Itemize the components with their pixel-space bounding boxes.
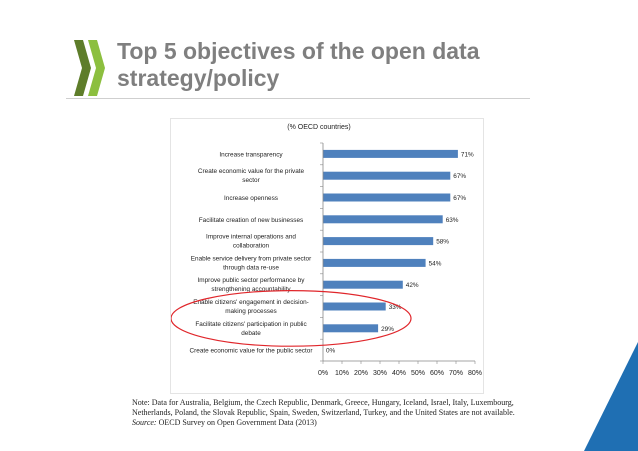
bar [323,303,386,311]
bar [323,194,450,202]
data-label: 29% [381,325,394,333]
category-label: Facilitate citizens' participation in public [195,320,307,328]
category-label: Improve internal operations and [206,233,296,241]
data-label: 33% [388,304,402,311]
category-label: Enable service delivery from private sector [190,255,312,263]
data-label: 67% [453,173,467,181]
x-tick-label: 0% [317,370,329,377]
category-label: Facilitate creation of new businesses [198,216,304,224]
category-label: through data re-use [223,264,279,272]
source-line [132,418,542,428]
bar [323,215,443,223]
note-label: Note: [132,398,150,407]
category-label: Improve public sector performance by [197,277,305,285]
source-text: OECD Survey on Open Government Data (2013) [158,418,317,427]
data-label: 63% [445,216,459,224]
x-tick-label: 30% [372,370,388,377]
slide-title: Top 5 objectives of the open data strategy/policy [117,38,480,91]
bar [323,172,450,180]
x-tick-label: 40% [391,370,407,377]
bar [323,150,458,158]
blue-corner-triangle [584,342,638,451]
chart-title: (% OECD countries) [287,124,351,131]
data-label: 54% [428,260,442,268]
chart-note [132,398,542,428]
bar-chart [171,119,483,393]
category-label: strengthening accountability [211,286,291,294]
data-label: 71% [460,151,474,159]
category-label: Create economic value for the private [197,168,305,176]
bar [323,324,378,332]
category-label: Enable citizens' engagement in decision- [193,299,309,306]
x-tick-label: 70% [448,370,464,377]
category-label: sector [242,177,260,185]
category-label: collaboration [232,242,270,250]
x-tick-label: 60% [429,370,445,377]
x-tick-label: 50% [410,370,426,377]
note-text: Data for Australia, Belgium, the Czech Republic, Denmark, Greece, Hungary, Iceland, Israel, Italy, Luxembourg, Netherlands, Poland, the Slovak Republic, Spain, Sweden, Switzerland, Turkey, and the United States are not available. [132,398,515,417]
oecd-chevrons-icon [74,40,108,96]
note-line [132,398,542,418]
data-label: 42% [405,282,419,290]
category-label: Create economic value for the public sector [189,347,313,355]
category-label: Increase openness [223,195,279,202]
category-label: Increase transparency [219,151,283,159]
chart-frame [170,118,484,394]
data-label: 58% [436,238,449,246]
data-label: 0% [326,347,336,355]
bar [323,259,426,267]
source-label: Source: [132,418,157,427]
x-tick-label: 10% [334,370,350,377]
data-label: 67% [453,195,467,202]
bar [323,281,403,289]
category-label: making processes [225,308,277,315]
x-tick-label: 80% [467,370,483,377]
x-tick-label: 20% [353,370,369,377]
title-divider [66,98,530,99]
category-label: debate [241,329,261,337]
bar [323,237,433,245]
